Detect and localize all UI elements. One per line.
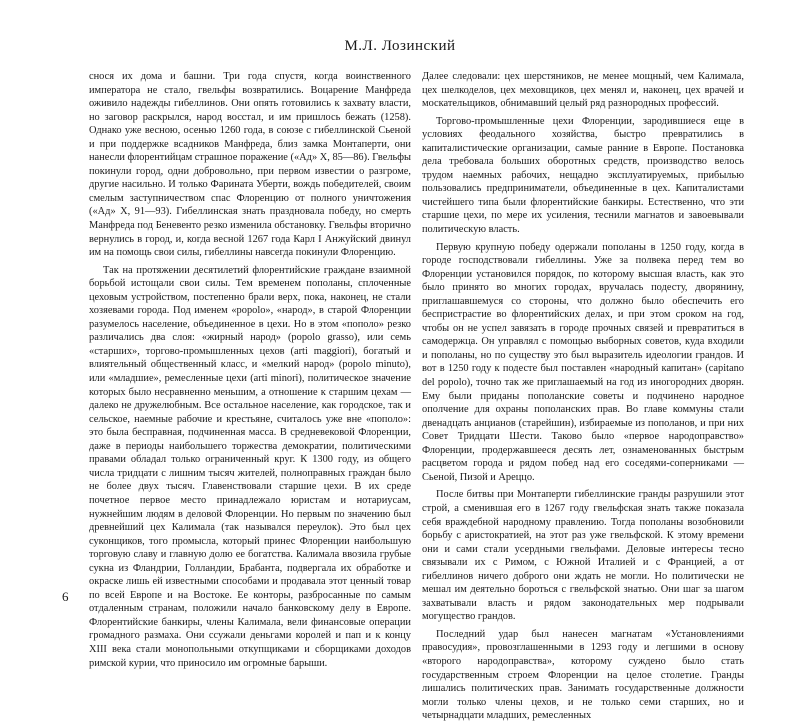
paragraph: Так на протяжении десятилетий флорентийские граждане взаимной борьбой истощали свои силы. Тем временем пополаны, сплоченные цеховым устройством, постепенно брали верх, пока, наконец, не стали хозяевами города. Под именем «popolo», «народ», в старой Флоренции разумелось население, объединенное в цехи. Но в этом «пополо» резко различались два слоя: «жирный народ» (popolo grasso), или семь «старших», торгово-промышленных цехов (arti maggiori), богатый и влиятельный общественный класс, и «мелкий народ» (popolo minuto), или «младшие», ремесленные цехи (arti minori), политическое значение которых было несравненно меньшим, а отношение к старшим цехам — далеко не дружелюбным. Все остальное население, как городское, так и сельское, наемные рабочие и крестьяне, считалось уже вне «пополо»: это была бесправная, подчиненная масса. В средневековой Флоренции, даже в периоды наибольшего торжества демократии, политическими правами обладал только ограниченный круг. К 1300 году, из общего числа тридцати с лишним тысяч жителей, полноправных граждан было не более двух тысяч. Главенствовали старшие цехи. В их среде почетное первое место принадлежало юристам и нотариусам, нужнейшим людям в деловой Флоренции. Но первым по значению был древнейший цех Калимала (так назывался переулок). Это был цех суконщиков, того промысла, который принес Флоренции наибольшую торговую славу и главную долю ее богатства. Калимала ввозила грубые сукна из Фландрии, Голландии, Брабанта, подвергала их обработке и окраске лишь ей известными способами и продавала этот ценный товар по всей Европе и на Востоке. Ее конторы, разбросанные по самым отдаленным странам, положили начало банковскому делу в Европе. Флорентийские банкиры, члены Калимала, вели финансовые операции громадного размаха. Они ссужали деньгами королей и пап и к концу XIII века стали монопольными откупщиками и сборщиками доходов римской курии, что приносило им огромные барыши. xyxy=(89,264,411,669)
paragraph: Первую крупную победу одержали пополаны в 1250 году, когда в городе господствовали гибеллины. Уже за полвека перед тем во Флоренции установился порядок, по которому высшая власть, как это было принято во многих городах, вручалась подесту, дворянину, приглашавшемуся со стороны, что должно было обеспечить его беспристрастие во флорентийских делах, и при этом сроком на год, чтобы он не успел завязать в городе прочных связей и превратиться в самодержца. Он управлял с помощью выборных советов, куда входили и пополаны, но по существу это был выразитель идеологии грандов. И вот в 1250 году к подесте был поставлен «народный капитан» (capitano del popolo), точно так же приглашаемый на год из иногородних дворян. Ему были приданы пополанские советы и подчинено народное ополчение для охраны пополанских прав. Во главе коммуны стали двенадцать анцианов (старейшин), избираемые из пополанов, и при них Совет Тридцати Шести. Таково было «первое народоправство» Флоренции, продержавшееся десять лет, ознаменованных быстрым расцветом города и рядом побед над его соседями-соперниками — Сьеной, Пизой и Ареццо. xyxy=(422,241,744,483)
paragraph: снося их дома и башни. Три года спустя, когда воинственного императора не стало, гвельфы возвратились. Воцарение Манфреда оживило надежды гибеллинов. Они опять готовились к захвату власти, но заговор раскрылся, народ восстал, и им пришлось бежать (1258). Однако уже весною, осенью 1260 года, в союзе с гибеллинской Сьеной и при поддержке всадников Манфреда, близ замка Монтаперти, они нанесли флорентийцам страшное поражение («Ад» X, 85—86). Гвельфы покинули город, одни добровольно, при первом известии о разгроме, другие насильно. И только Фарината Уберти, вождь победителей, своим смелым заступничеством спас Флоренцию от полного уничтожения («Ад» X, 91—93). Гибеллинская знать праздновала победу, но смерть Манфреда под Беневенто резко изменила обстановку. Гвельфы вторично вернулись в город, и, когда весной 1267 года Карл I Анжуйский двинул им на помощь свои силы, гибеллины навсегда покинули Флоренцию. xyxy=(89,71,411,259)
paragraph: После битвы при Монтаперти гибеллинские гранды разрушили этот строй, а сменившая его в 1267 году гвельфская знать также показала себя враждебной народному правлению. Тогда пополаны возобновили борьбу с аристократией, на этот раз уже гвельфской. К этому времени они и сами стали усердными гвельфами. Деловые интересы тесно связывали их с Римом, с Южной Италией и с Францией, а от гибеллинов ничего доброго они ждать не могли. Но политически не мешал им деятельно бороться с гвельфской знатью. Они шаг за шагом захватывали власть и рядом законодательных мер подрывали могущество грандов. xyxy=(422,489,744,623)
paragraph: Последний удар был нанесен магнатам «Установлениями правосудия», провозглашенными в 1293 году и легшими в основу «второго народоправства», которому суждено было стать государственным строем Флоренции на целое столетие. Гранды лишались политических прав. Занимать государственные должности могли только члены цехов, и не только семи старших, но и четырнадцати младших, ремесленных xyxy=(422,628,744,722)
left-column xyxy=(89,70,411,670)
paragraph: Далее следовали: цех шерстяников, не менее мощный, чем Калимала, цех шелкоделов, цех меховщиков, цех менял и, наконец, цех врачей и москательщиков, обнимавший целый ряд разнородных профессий. xyxy=(422,71,744,110)
page-number: 6 xyxy=(62,589,69,604)
paragraph: Торгово-промышленные цехи Флоренции, зародившиеся еще в условиях феодального хозяйства, быстро превратились в капиталистические организации, самые ранние в Европе. Постановка дела требовала больших оборотных средств, производство велось трудом наемных рабочих, нещадно эксплуатируемых, прибылью пользовались предприниматели, объединенные в цех. Капиталистами чистейшего типа были флорентийские банкиры. Естественно, что эти старшие цехи, по мере их усиления, теснили магнатов и завоевывали политическую власть. xyxy=(422,115,744,236)
right-column xyxy=(422,70,744,723)
running-head: М.Л. Лозинский xyxy=(344,38,456,54)
